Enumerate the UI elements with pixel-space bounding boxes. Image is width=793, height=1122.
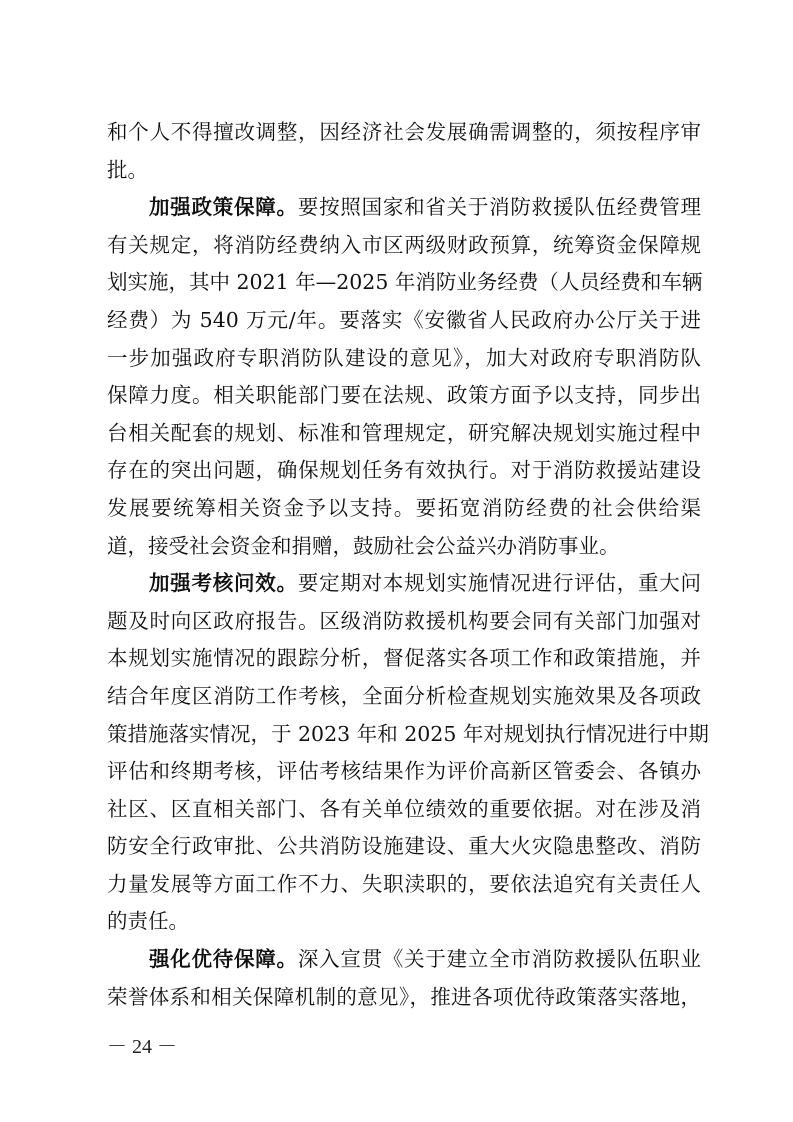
paragraph-continuation — [107, 114, 701, 189]
text-line-body: 要定期对本规划实施情况进行评估，重大问 — [297, 571, 702, 596]
text-line: 批。 — [107, 157, 148, 182]
paragraph-heading: 加强考核问效。 — [149, 571, 298, 596]
paragraph-assessment — [107, 565, 709, 941]
text-line: 有关规定，将消防经费纳入市区两级财政预算，统筹资金保障规 — [107, 232, 701, 257]
text-line: 评估和终期考核，评估考核结果作为评价高新区管委会、各镇办 — [107, 759, 701, 784]
paragraph-preferential-treatment — [107, 941, 701, 1016]
text-line: 本规划实施情况的跟踪分析，督促落实各项工作和政策措施，并 — [107, 646, 701, 671]
text-line: 荣誉体系和相关保障机制的意见》，推进各项优待政策落实落地， — [107, 984, 701, 1009]
text-line: 结合年度区消防工作考核，全面分析检查规划实施效果及各项政 — [107, 683, 701, 708]
text-line: 划实施，其中 2021 年—2025 年消防业务经费（人员经费和车辆 — [107, 270, 703, 295]
page-number: － 24 － — [107, 1036, 177, 1058]
text-line: 保障力度。相关职能部门要在法规、政策方面予以支持，同步出 — [107, 383, 701, 408]
text-line-body: 要按照国家和省关于消防救援队伍经费管理 — [297, 195, 702, 220]
paragraph-heading: 加强政策保障。 — [149, 195, 298, 220]
text-line: 社区、区直相关部门、各有关单位绩效的重要依据。对在涉及消 — [107, 796, 701, 821]
text-line: 的责任。 — [107, 909, 189, 934]
text-line: 经费）为 540 万元/年。要落实《安徽省人民政府办公厅关于进 — [107, 307, 701, 332]
text-line: 策措施落实情况，于 2023 年和 2025 年对规划执行情况进行中期 — [107, 721, 709, 746]
text-line: 和个人不得擅改调整，因经济社会发展确需调整的，须按程序审 — [107, 120, 701, 144]
text-line-body: 深入宣贯《关于建立全市消防救援队伍职业 — [297, 947, 702, 972]
text-line: 题及时向区政府报告。区级消防救援机构要会同有关部门加强对 — [107, 608, 701, 633]
text-line: 台相关配套的规划、标准和管理规定，研究解决规划实施过程中 — [107, 420, 701, 445]
text-line: 力量发展等方面工作不力、失职渎职的，要依法追究有关责任人 — [107, 871, 701, 896]
text-line: 防安全行政审批、公共消防设施建设、重大火灾隐患整改、消防 — [107, 834, 701, 859]
text-line: 发展要统筹相关资金予以支持。要拓宽消防经费的社会供给渠 — [107, 495, 701, 520]
text-line — [107, 941, 701, 979]
document-body — [107, 114, 709, 1016]
paragraph-heading: 强化优待保障。 — [149, 947, 298, 972]
text-line — [107, 565, 701, 603]
paragraph-policy-support — [107, 189, 701, 565]
text-line: 存在的突出问题，确保规划任务有效执行。对于消防救援站建设 — [107, 458, 701, 483]
text-line — [107, 189, 701, 227]
text-line: 道，接受社会资金和捐赠，鼓励社会公益兴办消防事业。 — [107, 533, 620, 558]
text-line: 一步加强政府专职消防队建设的意见》，加大对政府专职消防队 — [107, 345, 701, 370]
